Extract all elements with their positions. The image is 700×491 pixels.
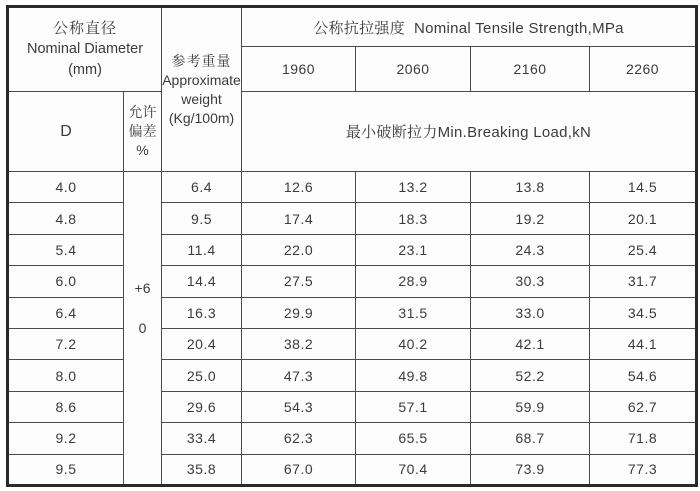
load-cell: 62.7 xyxy=(590,391,697,422)
diameter-cell: 6.4 xyxy=(8,297,124,328)
load-cell: 59.9 xyxy=(471,391,590,422)
load-cell: 29.9 xyxy=(242,297,356,328)
table-row xyxy=(8,328,697,359)
tolerance-upper-value: +6 xyxy=(134,280,151,296)
load-cell: 65.5 xyxy=(356,423,471,454)
table-row xyxy=(8,454,697,485)
load-cell: 77.3 xyxy=(590,454,697,485)
table-row xyxy=(8,172,697,203)
breaking-load-header xyxy=(242,92,697,172)
strength-grade-1960: 1960 xyxy=(242,47,356,92)
table-row xyxy=(8,203,697,234)
diameter-cell: 7.2 xyxy=(8,328,124,359)
strength-title-header xyxy=(242,7,697,47)
diameter-cell: 9.2 xyxy=(8,423,124,454)
table-header xyxy=(8,7,697,172)
load-cell: 34.5 xyxy=(590,297,697,328)
load-cell: 25.4 xyxy=(590,234,697,265)
load-cell: 12.6 xyxy=(242,172,356,203)
load-cell: 13.2 xyxy=(356,172,471,203)
table-row xyxy=(8,297,697,328)
load-cell: 31.7 xyxy=(590,266,697,297)
weight-cell: 6.4 xyxy=(162,172,242,203)
diameter-header-zh: 公称直径 xyxy=(53,20,118,37)
load-cell: 31.5 xyxy=(356,297,471,328)
load-cell: 38.2 xyxy=(242,328,356,359)
tolerance-header-zh2: 偏差 xyxy=(128,123,157,139)
load-cell: 44.1 xyxy=(590,328,697,359)
table-row xyxy=(8,234,697,265)
weight-header xyxy=(162,7,242,172)
strength-grade-2060: 2060 xyxy=(356,47,471,92)
load-cell: 30.3 xyxy=(471,266,590,297)
diameter-cell: 5.4 xyxy=(8,234,124,265)
diameter-cell: 4.8 xyxy=(8,203,124,234)
load-cell: 33.0 xyxy=(471,297,590,328)
load-cell: 67.0 xyxy=(242,454,356,485)
load-cell: 40.2 xyxy=(356,328,471,359)
strength-grade-2260: 2260 xyxy=(590,47,697,92)
weight-header-unit: (Kg/100m) xyxy=(168,109,235,126)
weight-header-en1: Approximate xyxy=(162,71,241,88)
table-row xyxy=(8,423,697,454)
tensile-strength-table xyxy=(6,5,698,487)
load-cell: 18.3 xyxy=(356,203,471,234)
load-cell: 19.2 xyxy=(471,203,590,234)
d-column-header: D xyxy=(8,92,124,172)
load-cell: 62.3 xyxy=(242,423,356,454)
load-cell: 14.5 xyxy=(590,172,697,203)
tolerance-header-zh1: 允许 xyxy=(128,104,157,120)
tolerance-column-header xyxy=(124,92,162,172)
load-cell: 57.1 xyxy=(356,391,471,422)
load-cell: 54.6 xyxy=(590,360,697,391)
weight-header-en2: weight xyxy=(181,90,222,107)
load-cell: 20.1 xyxy=(590,203,697,234)
load-cell: 47.3 xyxy=(242,360,356,391)
diameter-header-unit: (mm) xyxy=(68,62,102,78)
load-cell: 24.3 xyxy=(471,234,590,265)
weight-cell: 35.8 xyxy=(162,454,242,485)
diameter-cell: 4.0 xyxy=(8,172,124,203)
header-row-1 xyxy=(8,7,697,47)
load-cell: 27.5 xyxy=(242,266,356,297)
diameter-cell: 6.0 xyxy=(8,266,124,297)
load-cell: 17.4 xyxy=(242,203,356,234)
weight-cell: 20.4 xyxy=(162,328,242,359)
table-body xyxy=(8,172,697,486)
strength-title-text: 公称抗拉强度 Nominal Tensile Strength,MPa xyxy=(313,19,624,37)
diameter-cell: 9.5 xyxy=(8,454,124,485)
load-cell: 54.3 xyxy=(242,391,356,422)
diameter-header-en: Nominal Diameter xyxy=(26,41,144,57)
tolerance-value-cell xyxy=(124,172,162,486)
load-cell: 23.1 xyxy=(356,234,471,265)
diameter-cell: 8.6 xyxy=(8,391,124,422)
weight-cell: 29.6 xyxy=(162,391,242,422)
load-cell: 71.8 xyxy=(590,423,697,454)
diameter-header xyxy=(8,7,162,92)
weight-cell: 33.4 xyxy=(162,423,242,454)
load-cell: 68.7 xyxy=(471,423,590,454)
tolerance-header-unit: % xyxy=(136,142,149,158)
strength-grade-2160: 2160 xyxy=(471,47,590,92)
weight-cell: 9.5 xyxy=(162,203,242,234)
table-row xyxy=(8,360,697,391)
load-cell: 52.2 xyxy=(471,360,590,391)
diameter-cell: 8.0 xyxy=(8,360,124,391)
table-row xyxy=(8,266,697,297)
weight-cell: 14.4 xyxy=(162,266,242,297)
load-cell: 22.0 xyxy=(242,234,356,265)
load-cell: 70.4 xyxy=(356,454,471,485)
load-cell: 13.8 xyxy=(471,172,590,203)
load-cell: 49.8 xyxy=(356,360,471,391)
load-cell: 73.9 xyxy=(471,454,590,485)
weight-cell: 16.3 xyxy=(162,297,242,328)
load-cell: 28.9 xyxy=(356,266,471,297)
weight-cell: 11.4 xyxy=(162,234,242,265)
table-row xyxy=(8,391,697,422)
header-row-3 xyxy=(8,92,697,172)
load-cell: 42.1 xyxy=(471,328,590,359)
weight-header-zh: 参考重量 xyxy=(171,52,232,69)
weight-cell: 25.0 xyxy=(162,360,242,391)
breaking-load-header-text: 最小破断拉力Min.Breaking Load,kN xyxy=(345,124,592,141)
tolerance-lower-value: 0 xyxy=(138,320,147,336)
